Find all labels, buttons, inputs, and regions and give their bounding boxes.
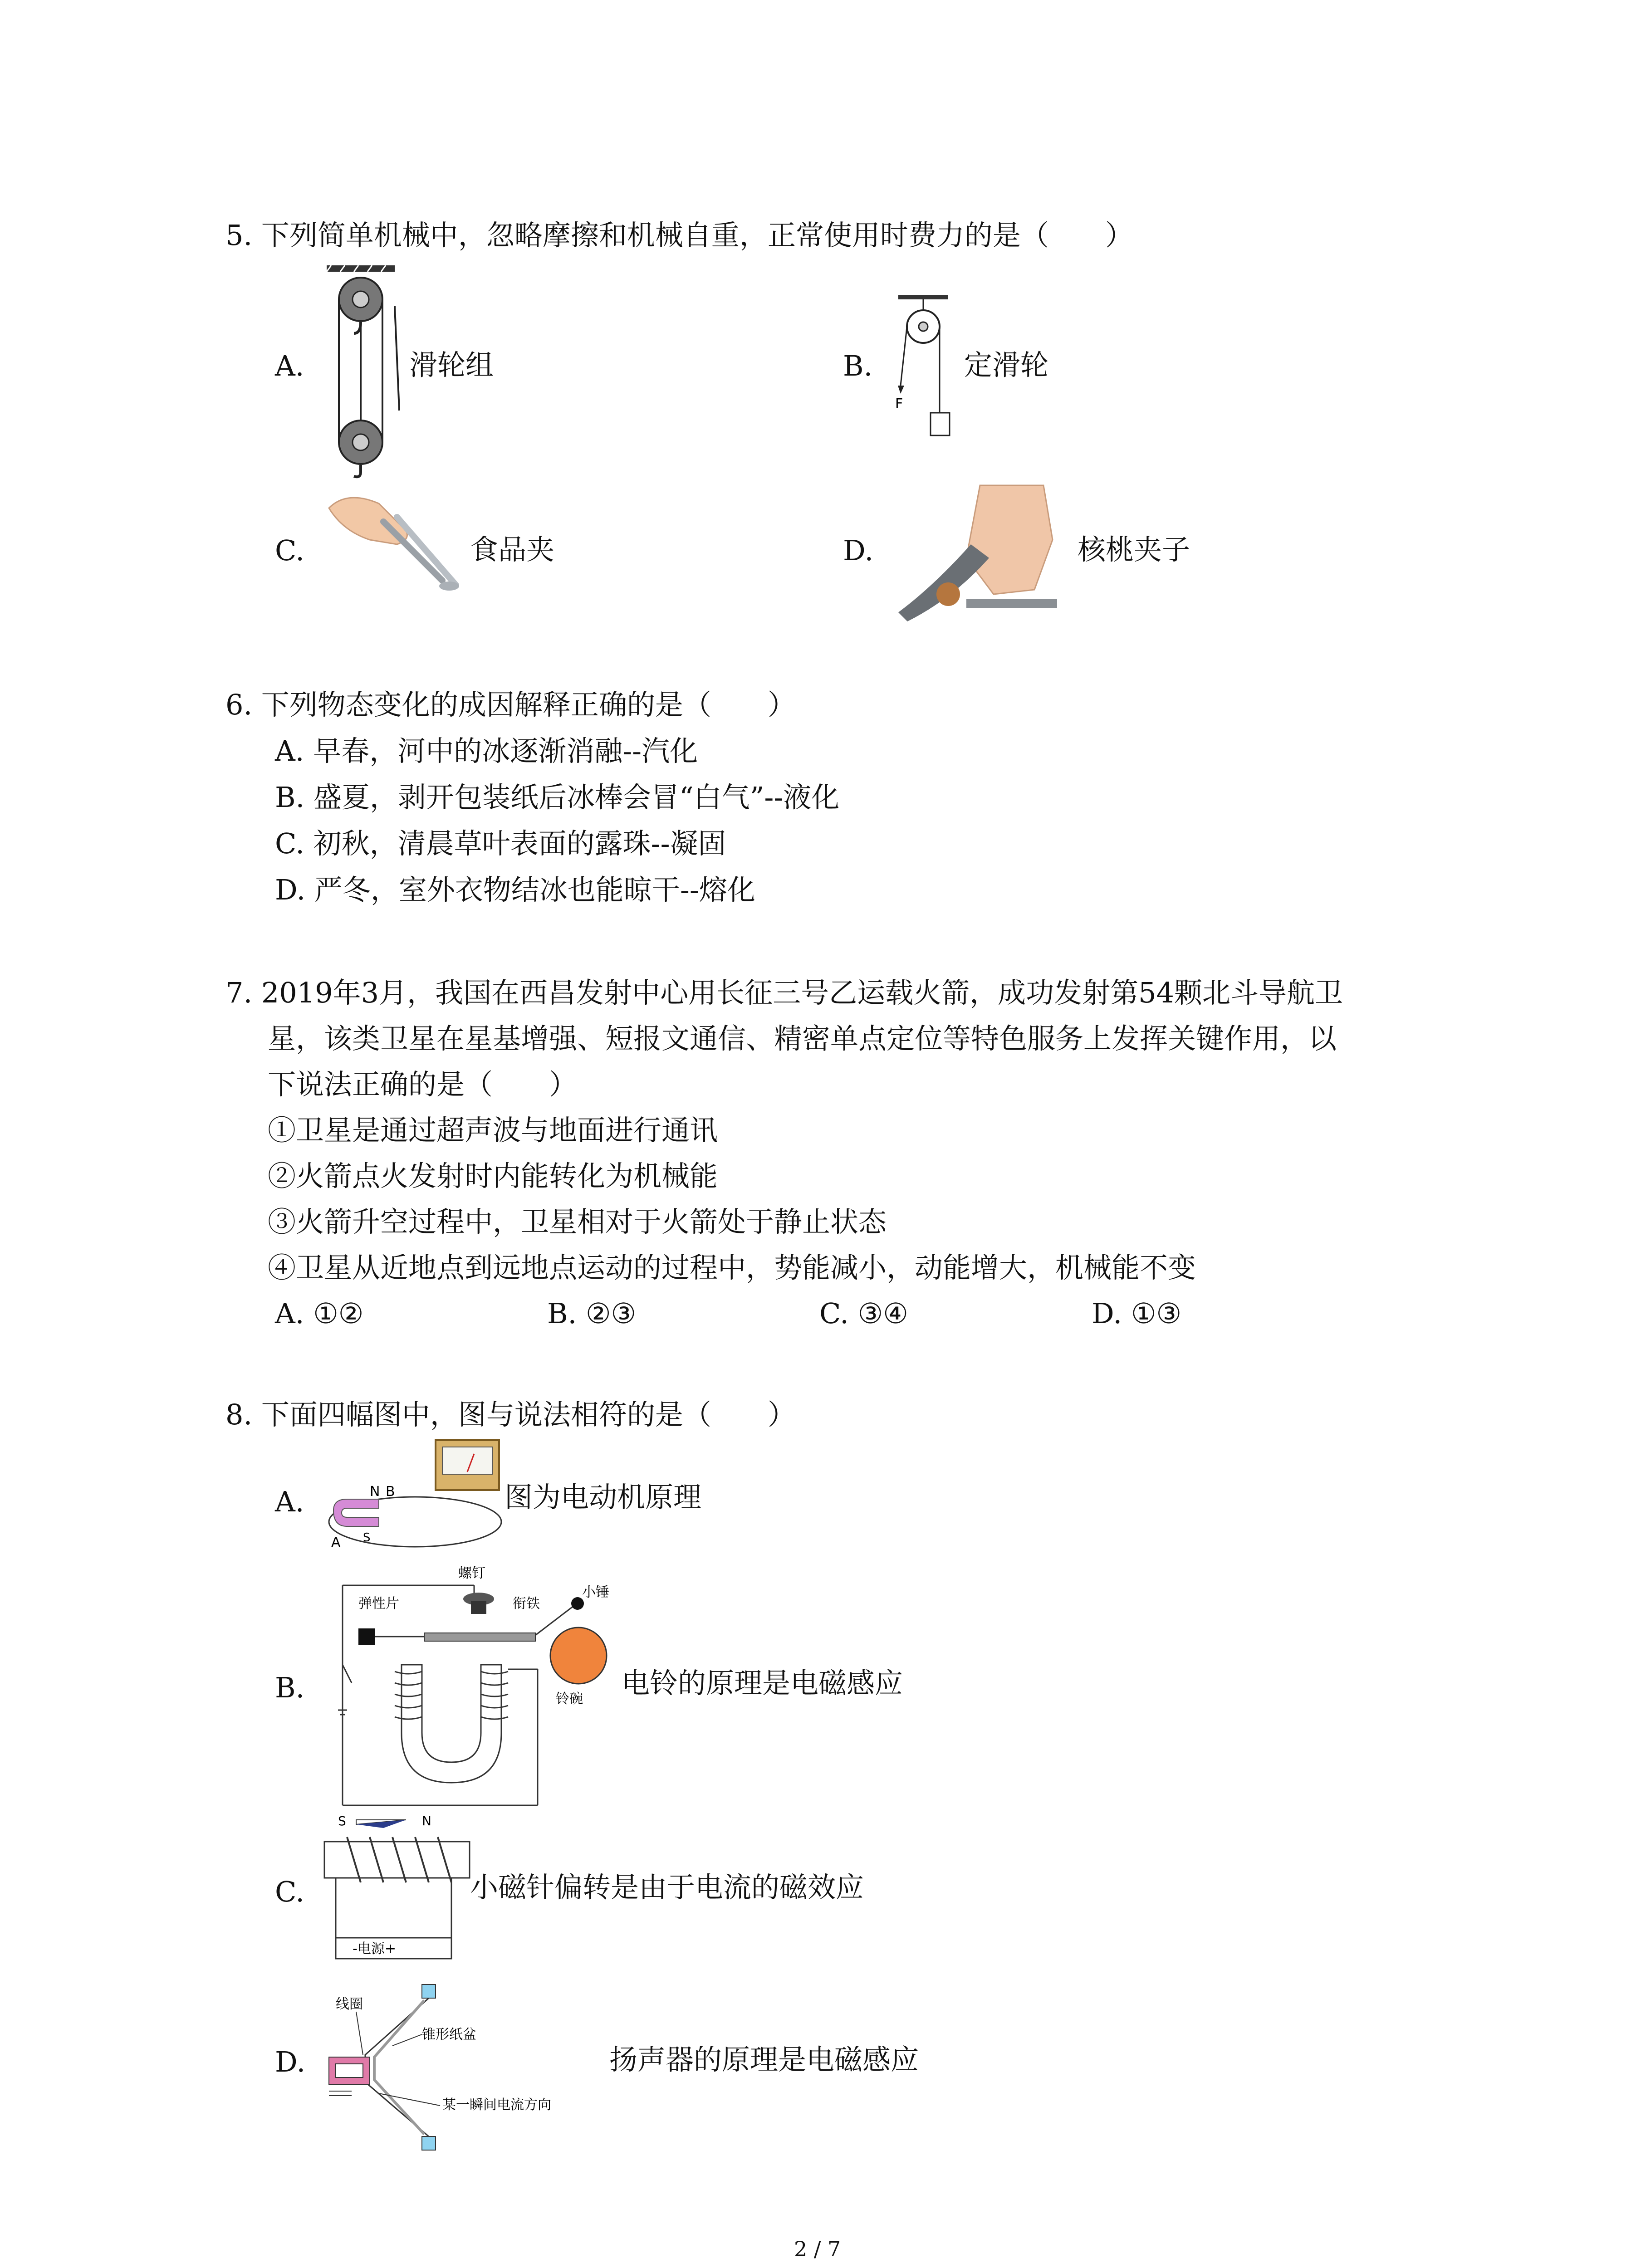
motor-principle-figure — [324, 1438, 506, 1556]
q8-option-c-text: 小磁针偏转是由于电流的磁效应 — [470, 1871, 864, 1904]
speaker-coil-label: 线圈 — [336, 1996, 363, 2012]
page-number: 2 / 7 — [794, 2237, 841, 2261]
q7-statement-4: ④卫星从近地点到远地点运动的过程中，势能减小，动能增大，机械能不变 — [268, 1251, 1196, 1284]
q6-option-a: A. 早春，河中的冰逐渐消融--汽化 — [275, 734, 698, 767]
q8-option-d-letter: D. — [275, 2045, 306, 2078]
q8-option-a-letter: A. — [275, 1485, 304, 1518]
q5-force-label: F — [895, 396, 903, 412]
q8-option-c-letter: C. — [275, 1875, 304, 1908]
q8-option-b-text: 电铃的原理是电磁感应 — [622, 1667, 903, 1700]
q8-stem: 8. 下面四幅图中，图与说法相符的是（ ） — [225, 1398, 796, 1431]
food-tongs-figure — [324, 490, 470, 599]
wire-a-label: A — [331, 1535, 341, 1550]
q6-option-d: D. 严冬，室外衣物结冰也能晾干--熔化 — [275, 873, 755, 906]
bell-spring-label: 弹性片 — [358, 1596, 399, 1612]
q8-option-d-text: 扬声器的原理是电磁感应 — [609, 2043, 919, 2076]
q7-statement-3: ③火箭升空过程中，卫星相对于火箭处于静止状态 — [268, 1205, 887, 1238]
q5-option-d-label: 核桃夹子 — [1078, 533, 1190, 566]
q8-option-a-text: 图为电动机原理 — [505, 1481, 702, 1514]
q6-option-c: C. 初秋，清晨草叶表面的露珠--凝固 — [275, 827, 726, 860]
q5-option-a-label: 滑轮组 — [409, 348, 494, 381]
q5-option-b-label: 定滑轮 — [964, 348, 1049, 381]
q7-stem-line1: 7. 2019年3月，我国在西昌发射中心用长征三号乙运载火箭，成功发射第54颗北斗导航卫 — [225, 976, 1343, 1009]
bell-hammer-label: 小锤 — [582, 1584, 609, 1600]
q7-option-d: D. ①③ — [1092, 1297, 1182, 1330]
q5-option-c-label: 食品夹 — [470, 533, 555, 566]
compass-s-label: S — [338, 1813, 346, 1828]
q7-stem-line3: 下说法正确的是（ ） — [268, 1068, 578, 1101]
loudspeaker-figure — [324, 1982, 615, 2155]
q5-option-a-letter: A. — [275, 349, 304, 382]
speaker-current-label: 某一瞬间电流方向 — [442, 2097, 551, 2113]
q5-option-d-letter: D. — [843, 534, 874, 567]
q7-statement-1: ①卫星是通过超声波与地面进行通讯 — [268, 1114, 718, 1147]
q5-stem: 5. 下列简单机械中，忽略摩擦和机械自重，正常使用时费力的是（ ） — [225, 219, 1133, 252]
bell-armature-label: 衔铁 — [513, 1596, 540, 1612]
q7-option-a: A. ①② — [275, 1297, 364, 1330]
bell-screw-label: 螺钉 — [458, 1565, 485, 1581]
wire-b-label: B — [386, 1484, 395, 1500]
q7-statement-2: ②火箭点火发射时内能转化为机械能 — [268, 1159, 718, 1193]
q5-option-c-letter: C. — [275, 534, 304, 567]
power-source-label: -电源+ — [353, 1941, 396, 1957]
q8-option-b-letter: B. — [275, 1671, 305, 1704]
bell-bowl-label: 铃碗 — [556, 1691, 583, 1707]
magnet-s-label: S — [363, 1531, 371, 1545]
electric-bell-figure — [320, 1560, 615, 1810]
magnet-n-label: N — [370, 1484, 380, 1500]
q5-option-b-letter: B. — [843, 349, 873, 382]
compass-n-label: N — [422, 1813, 431, 1828]
q6-stem: 6. 下列物态变化的成因解释正确的是（ ） — [225, 688, 796, 721]
speaker-cone-label: 锥形纸盆 — [422, 2027, 476, 2043]
q7-stem-line2: 星，该类卫星在星基增强、短报文通信、精密单点定位等特色服务上发挥关键作用，以 — [268, 1022, 1337, 1055]
q6-option-b: B. 盛夏，剥开包装纸后冰棒会冒“白气”--液化 — [275, 781, 840, 814]
solenoid-compass-figure — [320, 1810, 474, 1973]
fixed-pulley-figure — [892, 295, 960, 445]
q7-option-b: B. ②③ — [547, 1297, 637, 1330]
q7-option-c: C. ③④ — [819, 1297, 908, 1330]
nutcracker-figure — [889, 481, 1071, 626]
